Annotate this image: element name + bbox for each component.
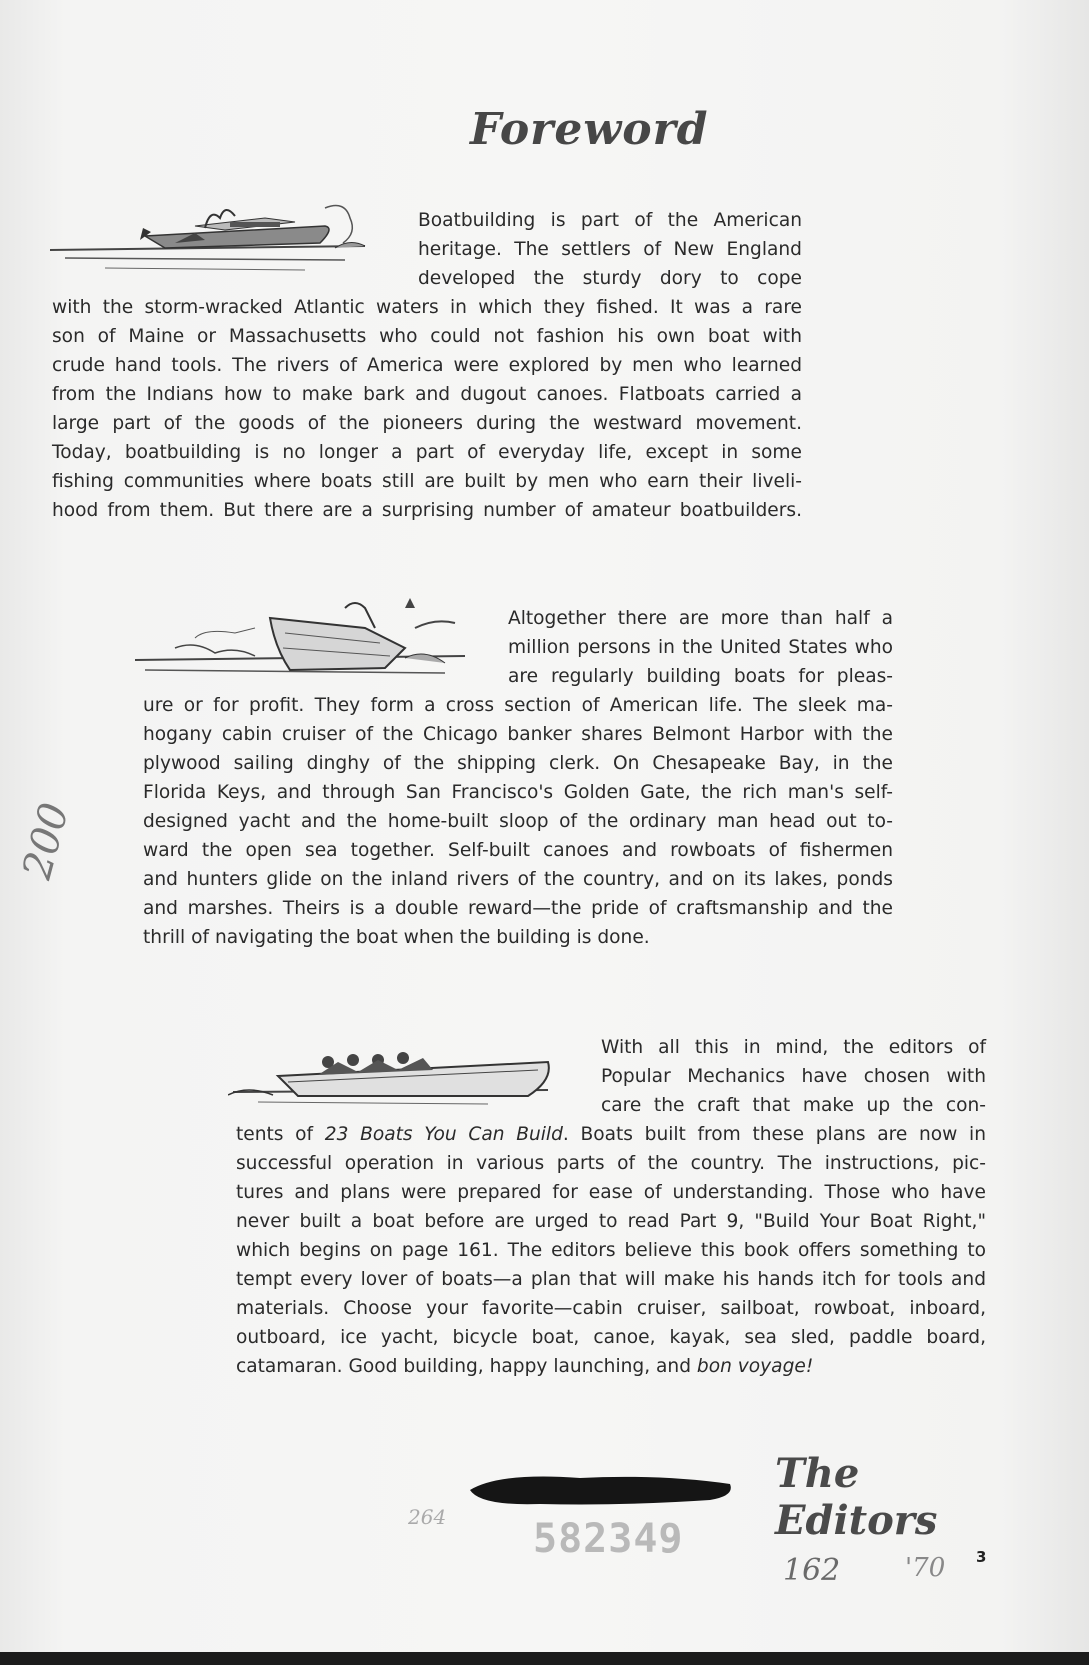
paragraph-2-line: ure or for profit. They form a cross section of American life. The sleek ma- — [143, 695, 893, 716]
paragraph-3-line: tempt every lover of boats—a plan that will make his hands itch for tools and — [236, 1269, 986, 1290]
paragraph-1-line: from the Indians how to make bark and dugout canoes. Flatboats carried a — [52, 384, 802, 405]
paragraph-3-line: never built a boat before are urged to read Part 9, "Build Your Boat Right," — [236, 1211, 986, 1232]
page-number: 3 — [976, 1548, 987, 1566]
handwritten-margin-note: 200 — [14, 798, 79, 884]
paragraph-1-line: Today, boatbuilding is no longer a part of everyday life, except in some — [52, 442, 802, 463]
paragraph-2-line: designed yacht and the home-built sloop of the ordinary man head out to- — [143, 811, 893, 832]
paragraph-1-line: fishing communities where boats still are built by men who earn their liveli- — [52, 471, 802, 492]
paragraph-3 — [236, 1033, 986, 1381]
paragraph-3-line: With all this in mind, the editors of — [601, 1037, 986, 1058]
paragraph-2-line: are regularly building boats for pleas- — [508, 666, 893, 687]
editors-signature: The Editors — [775, 1450, 938, 1544]
paragraph-2-line: plywood sailing dinghy of the shipping clerk. On Chesapeake Bay, in the — [143, 753, 893, 774]
bon-voyage: bon voyage! — [696, 1356, 814, 1377]
paragraph-1-line: developed the sturdy dory to cope — [418, 268, 802, 289]
paragraph-3-line: tures and plans were prepared for ease of understanding. Those who have — [236, 1182, 986, 1203]
book-title: 23 Boats You Can Build — [324, 1124, 563, 1145]
paragraph-3-line: successful operation in various parts of the country. The instructions, pic- — [236, 1153, 986, 1174]
line-text: catamaran. Good building, happy launching, and — [236, 1356, 697, 1377]
paragraph-1-line: hood from them. But there are a surprising number of amateur boatbuilders. — [52, 500, 802, 521]
page-bottom-edge — [0, 1652, 1089, 1665]
paragraph-2-line: Altogether there are more than half a — [508, 608, 893, 629]
paragraph-1-line: crude hand tools. The rivers of America were explored by men who learned — [52, 355, 802, 376]
paragraph-2-line: hogany cabin cruiser of the Chicago banker shares Belmont Harbor with the — [143, 724, 893, 745]
paragraph-1-line: Boatbuilding is part of the American — [418, 210, 802, 231]
paragraph-3-line — [236, 1352, 986, 1381]
paragraph-3-line: Popular Mechanics have chosen with — [601, 1066, 986, 1087]
paragraph-2-line: thrill of navigating the boat when the building is done. — [143, 927, 650, 948]
paragraph-3-line: outboard, ice yacht, bicycle boat, canoe, kayak, sea sled, paddle board, — [236, 1327, 986, 1348]
paragraph-1-line: son of Maine or Massachusetts who could not fashion his own boat with — [52, 326, 802, 347]
paragraph-2-line: and hunters glide on the inland rivers of the country, and on its lakes, ponds — [143, 869, 893, 890]
handwritten-note: '70 — [905, 1553, 946, 1583]
paragraph-2 — [143, 604, 893, 952]
paragraph-1-line: with the storm-wracked Atlantic waters in which they fished. It was a rare — [52, 297, 802, 318]
paragraph-3-line: care the craft that make up the con- — [601, 1095, 986, 1116]
paragraph-2-line: ward the open sea together. Self-built canoes and rowboats of fishermen — [143, 840, 893, 861]
paragraph-3-line: materials. Choose your favorite—cabin cruiser, sailboat, rowboat, inboard, — [236, 1298, 986, 1319]
handwritten-note: 264 — [408, 1505, 447, 1529]
paragraph-2-line: Florida Keys, and through San Francisco's Golden Gate, the rich man's self- — [143, 782, 893, 803]
paragraph-2-line: million persons in the United States who — [508, 637, 893, 658]
line-text: tents of — [236, 1124, 325, 1145]
handwritten-note: 162 — [783, 1553, 841, 1588]
paragraph-2-line: and marshes. Theirs is a double reward—the pride of craftsmanship and the — [143, 898, 893, 919]
paragraph-3-line: which begins on page 161. The editors believe this book offers something to — [236, 1240, 986, 1261]
paragraph-3-line — [236, 1120, 986, 1149]
paragraph-1-line: heritage. The settlers of New England — [418, 239, 802, 260]
redaction-mark — [460, 1460, 740, 1520]
paragraph-1 — [52, 206, 802, 525]
page-title: Foreword — [470, 104, 709, 155]
line-text: . Boats built from these plans are now in — [562, 1124, 986, 1145]
stamp-number: 582349 — [533, 1516, 684, 1562]
paragraph-1-line: large part of the goods of the pioneers during the westward movement. — [52, 413, 802, 434]
